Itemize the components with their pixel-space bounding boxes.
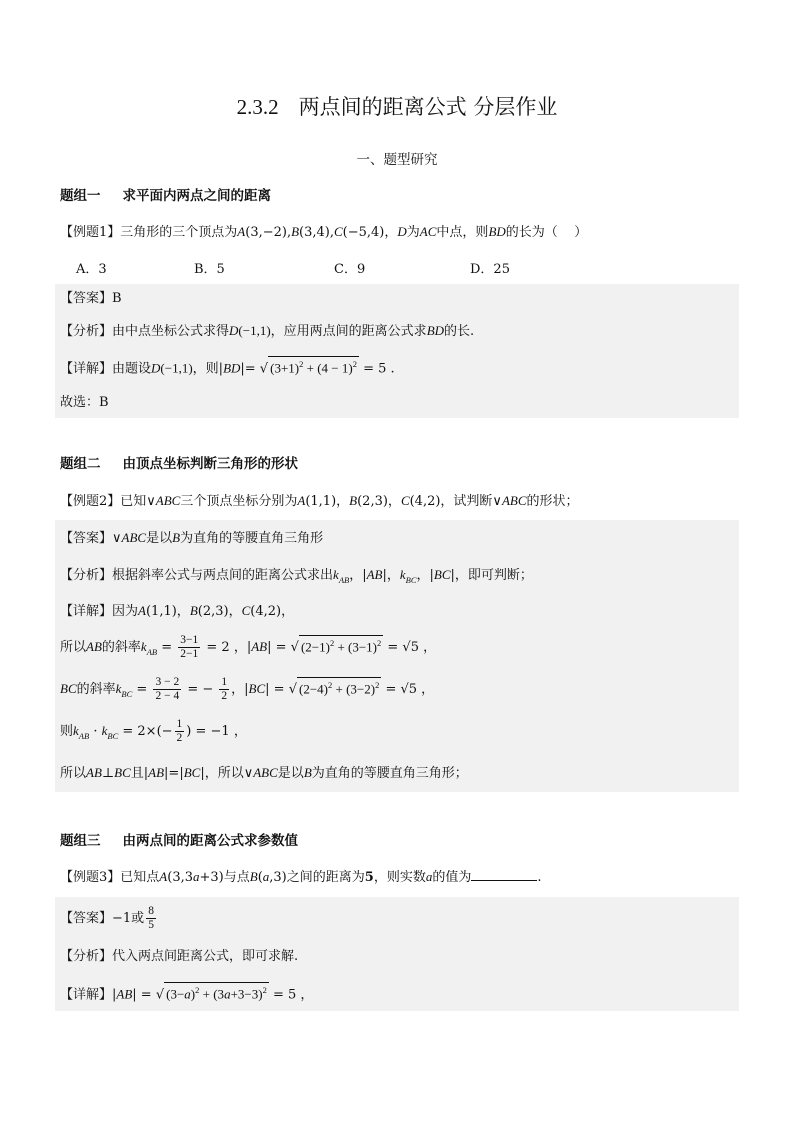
group-2-heading bbox=[60, 453, 298, 475]
detail-label: 【详解】 bbox=[60, 987, 113, 1003]
example-1-label: 【例题1】 bbox=[60, 225, 121, 240]
analysis-text: 代入两点间距离公式，即可求解. bbox=[112, 949, 299, 964]
analysis-label: 【分析】 bbox=[60, 568, 113, 583]
section-number: 2.3.2 bbox=[236, 95, 279, 119]
group-3-title: 由两点间的距离公式求参数值 bbox=[122, 833, 298, 849]
group-2-title: 由顶点坐标判断三角形的形状 bbox=[122, 456, 298, 472]
detail-label: 【详解】 bbox=[60, 361, 113, 377]
detail-2-line-4: 所以AB⊥BC且|AB|=|BC|，所以∨ABC是以B为直角的等腰直角三角形； bbox=[60, 765, 468, 781]
detail-2-line-2: BC的斜率$k_{BC}$ = $\frac{3 - 2}{2 - 4}$ = − $\frac{1}{2}$ ，|BC| = √ $(2-4)^2 + (3-2)^2 = √5$ ， bbox=[60, 676, 435, 702]
answer-2: 【答案】∨ABC是以B为直角的等腰直角三角形 bbox=[60, 530, 324, 546]
page-title bbox=[0, 92, 794, 122]
option-c: C．9 bbox=[334, 262, 366, 277]
detail-2-line-3: 则$k_{AB} \cdot k_{BC} = 2\times(-$ $\frac{1}{2}$ ) = −1 ， bbox=[60, 718, 247, 744]
analysis-1: 【分析】由中点坐标公式求得D(−1,1)，应用两点间的距离公式求BD的长. bbox=[60, 323, 475, 339]
group-1-heading bbox=[60, 185, 271, 207]
detail-1: 【详解】由题设D(−1,1)，则|BD|= √ $(3+1)^2 + (4 - 1)^2 = 5$ . bbox=[60, 356, 395, 380]
example-1: 【例题1】三角形的三个顶点为A(3,−2),B(3,4),C(−5,4)，D为AC中点，则BD的长为（ ） bbox=[60, 224, 588, 240]
answer-value: B bbox=[112, 291, 122, 306]
conclusion-1: 故选：B bbox=[60, 395, 109, 410]
analysis-label: 【分析】 bbox=[60, 949, 113, 964]
option-a: A．3 bbox=[76, 262, 107, 277]
group-3-heading bbox=[60, 830, 298, 852]
example-3: 【例题3】已知点A(3,3a+3)与点B(a,3)之间的距离为5，则实数a的值为 . bbox=[60, 866, 541, 889]
option-b: B．5 bbox=[194, 262, 225, 277]
detail-3: 【详解】|AB| = √ $(3-a)^2 + (3a+3-3)^2 = 5$ ， bbox=[60, 982, 313, 1006]
example-2-label: 【例题2】 bbox=[60, 494, 121, 509]
answer-label: 【答案】 bbox=[60, 911, 113, 926]
answer-label: 【答案】 bbox=[60, 531, 113, 546]
solution-1-box bbox=[55, 284, 739, 418]
analysis-label: 【分析】 bbox=[60, 324, 113, 339]
answer-label: 【答案】 bbox=[60, 291, 113, 306]
detail-2: 【详解】因为A(1,1)，B(2,3)，C(4,2)， bbox=[60, 603, 295, 619]
group-2-label: 题组二 bbox=[60, 456, 101, 472]
title-text: 两点间的距离公式 分层作业 bbox=[298, 95, 558, 119]
detail-2-line-1: 所以AB的斜率$k_{AB}$ = $\frac{3-1}{2-1}$ = 2 ，|AB| = √ $(2-1)^2 + (3-1)^2 = √5$ ， bbox=[60, 634, 437, 660]
answer-3: 【答案】−1或 $\frac{8}{5}$ bbox=[60, 905, 154, 931]
example-2: 【例题2】已知∨ABC三个顶点坐标分别为A(1,1)，B(2,3)，C(4,2)，试判断∨ABC的形状； bbox=[60, 493, 579, 509]
group-1-label: 题组一 bbox=[60, 188, 101, 204]
answer-1 bbox=[60, 288, 122, 310]
group-1-title: 求平面内两点之间的距离 bbox=[122, 188, 271, 204]
answer-blank bbox=[471, 866, 537, 881]
group-3-label: 题组三 bbox=[60, 833, 101, 849]
analysis-3 bbox=[60, 946, 298, 968]
detail-label: 【详解】 bbox=[60, 604, 113, 619]
section-heading: 一、题型研究 bbox=[356, 152, 438, 168]
analysis-2: 【分析】根据斜率公式与两点间的距离公式求出$k_{AB}$，|AB|，$k_{BC}$，|BC|，即可判断； bbox=[60, 567, 533, 585]
example-3-label: 【例题3】 bbox=[60, 870, 121, 885]
option-d: D．25 bbox=[470, 262, 510, 277]
